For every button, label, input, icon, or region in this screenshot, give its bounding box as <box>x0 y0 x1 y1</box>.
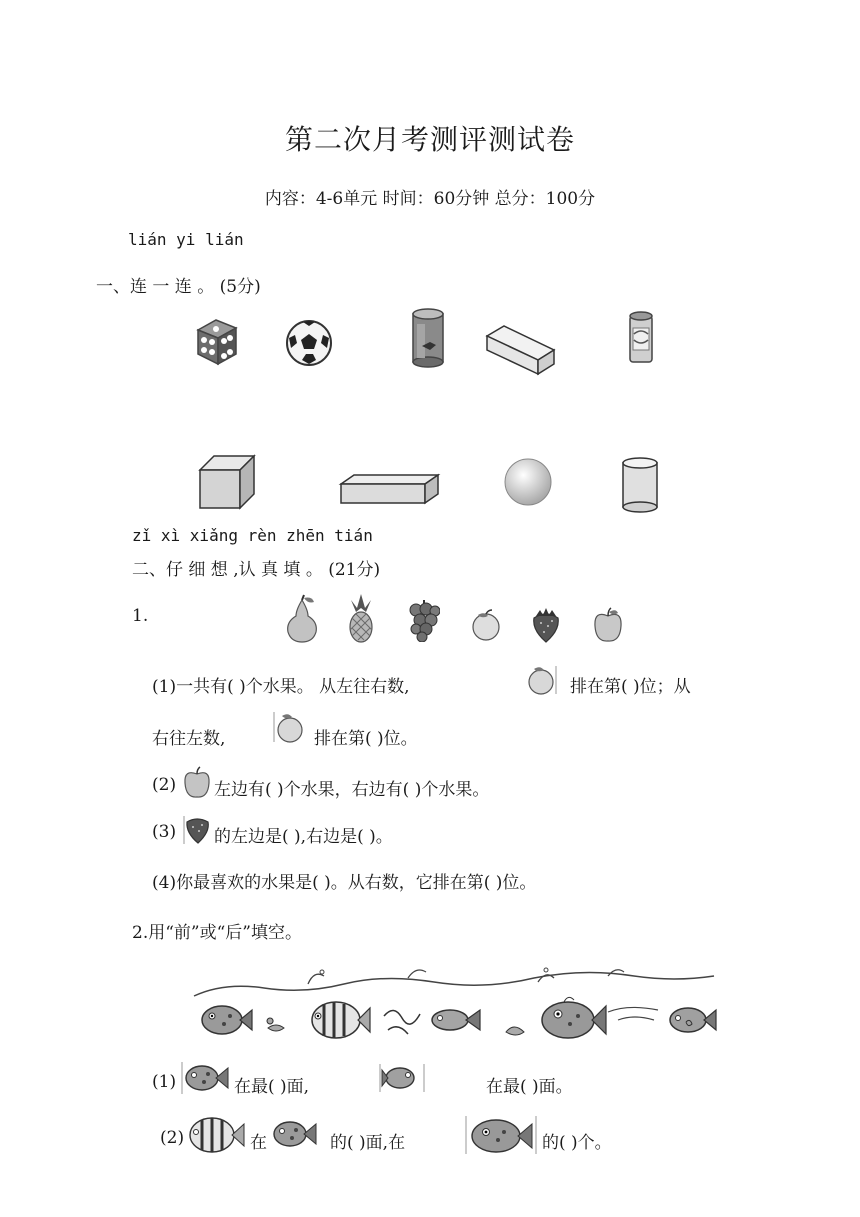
striped-fish-icon <box>186 1112 246 1158</box>
exam-info: 内容：4-6单元 时间：60分钟 总分：100分 <box>264 189 596 209</box>
q2-part2-text-d: 的( )个。 <box>542 1133 612 1153</box>
cylinder-can-icon <box>410 306 446 368</box>
page-title: 第二次月考测评测试卷 <box>284 123 575 156</box>
section1-heading: 一、连 一 连 。 (5分) <box>96 277 261 297</box>
q1-part3-label: (3) <box>152 822 177 842</box>
apple-icon <box>592 606 624 644</box>
pineapple-icon <box>346 592 376 644</box>
q2-part1-text-c: 在最( )面。 <box>486 1077 573 1097</box>
cuboid-shape <box>338 472 442 506</box>
section2-pinyin: zǐ xì xiǎng rèn zhēn tián <box>132 526 373 545</box>
cylinder-shape <box>620 456 660 514</box>
drink-can-icon <box>626 308 656 368</box>
strawberry-icon <box>182 814 212 846</box>
question-1-number: 1. <box>132 606 149 626</box>
q1-part1-text-d: 排在第( )位。 <box>314 729 418 749</box>
q1-part1-text-a: (1)一共有( )个水果。 从左往右数, <box>152 677 410 697</box>
q2-part1-label: (1) <box>152 1072 177 1092</box>
fish-scene-illustration <box>188 962 718 1052</box>
q2-part1-text-b: 在最( )面, <box>234 1077 310 1097</box>
grapes-icon <box>408 598 440 642</box>
peach-icon <box>526 664 558 696</box>
fish-icon <box>268 1114 318 1154</box>
q2-part2-text-c: 的( )面,在 <box>330 1133 406 1153</box>
section1-pinyin: lián yi lián <box>128 230 244 249</box>
cube-shape <box>196 452 258 512</box>
dice-icon <box>192 316 242 368</box>
q1-part1-text-c: 右往左数, <box>152 729 226 749</box>
rectangular-block-icon <box>484 322 558 378</box>
fish-icon <box>180 1058 232 1098</box>
q2-part2-label: (2) <box>160 1128 185 1148</box>
q2-part2-text-b: 在 <box>250 1133 267 1153</box>
q1-part2-label: (2) <box>152 775 177 795</box>
apple-icon <box>182 766 212 800</box>
sphere-shape <box>502 456 554 508</box>
q1-part3-text: 的左边是( ),右边是( )。 <box>214 827 393 847</box>
pear-icon <box>284 594 320 644</box>
soccer-ball-icon <box>284 318 334 368</box>
q1-part1-text-b: 排在第( )位；从 <box>570 677 691 697</box>
q1-part4-text: (4)你最喜欢的水果是( )。从右数，它排在第( )位。 <box>152 873 537 893</box>
question-2-heading: 2.用“前”或“后”填空。 <box>132 923 302 943</box>
q1-part2-text: 左边有( )个水果，右边有( )个水果。 <box>214 780 490 800</box>
section2-heading: 二、仔 细 想 ,认 真 填 。 (21分) <box>132 560 381 580</box>
big-fish-icon <box>464 1112 538 1158</box>
strawberry-icon <box>530 606 562 644</box>
peach-icon <box>470 608 502 642</box>
peach-icon <box>272 710 306 744</box>
fish-icon <box>378 1060 426 1096</box>
